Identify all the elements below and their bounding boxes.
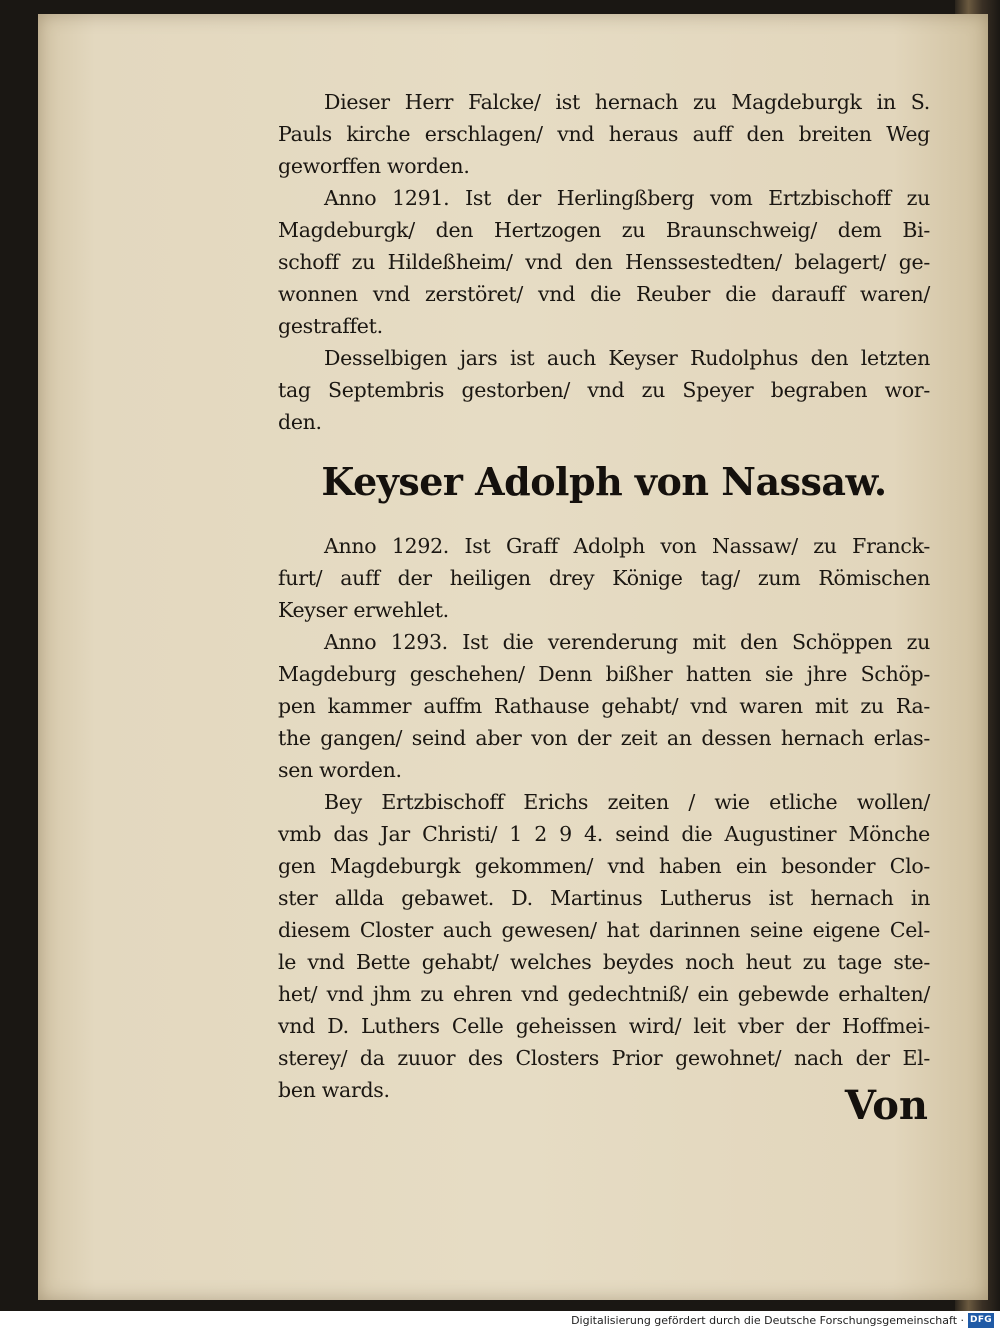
text-line: ben wards. bbox=[278, 1078, 390, 1102]
text-line: den. bbox=[278, 410, 322, 434]
paragraph bbox=[278, 626, 930, 786]
bottom-text-block bbox=[278, 530, 930, 1106]
text-line: sterey/ da zuuor des Closters Prior gewohnet/ nach der El- bbox=[278, 1046, 930, 1070]
top-text-block bbox=[278, 86, 930, 438]
footer-credit: Digitalisierung gefördert durch die Deutsche Forschungsgemeinschaft · bbox=[571, 1314, 964, 1327]
text-line: ster allda gebawet. D. Martinus Lutherus ist hernach in bbox=[278, 886, 930, 910]
text-line: diesem Closter auch gewesen/ hat darinnen seine eigene Cel- bbox=[278, 918, 930, 942]
paragraph bbox=[278, 530, 930, 626]
text-line: Anno 1291. Ist der Herlingßberg vom Ertzbischoff zu bbox=[324, 186, 930, 210]
text-line: the gangen/ seind aber von der zeit an dessen hernach erlas- bbox=[278, 726, 930, 750]
text-line: wonnen vnd zerstöret/ vnd die Reuber die darauff waren/ bbox=[278, 282, 930, 306]
show-through-mark bbox=[540, 1130, 720, 1170]
text-line: Bey Ertzbischoff Erichs zeiten / wie etliche wollen/ bbox=[324, 790, 930, 814]
text-line: Keyser erwehlet. bbox=[278, 598, 449, 622]
text-line: vmb das Jar Christi/ 1 2 9 4. seind die Augustiner Mönche bbox=[278, 822, 930, 846]
text-line: tag Septembris gestorben/ vnd zu Speyer begraben wor- bbox=[278, 378, 930, 402]
text-line: Anno 1293. Ist die verenderung mit den Schöppen zu bbox=[324, 630, 930, 654]
text-line: Magdeburgk/ den Hertzogen zu Braunschweig/ dem Bi- bbox=[278, 218, 930, 242]
text-line: vnd D. Luthers Celle geheissen wird/ leit vber der Hoffmei- bbox=[278, 1014, 930, 1038]
text-line: Magdeburg geschehen/ Denn bißher hatten sie jhre Schöp- bbox=[278, 662, 930, 686]
section-heading: Keyser Adolph von Nassaw. bbox=[321, 459, 887, 504]
text-line: Desselbigen jars ist auch Keyser Rudolphus den letzten bbox=[324, 346, 930, 370]
paragraph bbox=[278, 342, 930, 438]
text-line: schoff zu Hildeßheim/ vnd den Henssestedten/ belagert/ ge- bbox=[278, 250, 930, 274]
text-line: Dieser Herr Falcke/ ist hernach zu Magdeburgk in S. bbox=[324, 90, 930, 114]
catchword: Von bbox=[844, 1082, 928, 1129]
text-line: furt/ auff der heiligen drey Könige tag/ zum Römischen bbox=[278, 566, 930, 590]
text-line: le vnd Bette gehabt/ welches beydes noch heut zu tage ste- bbox=[278, 950, 930, 974]
text-line: pen kammer auffm Rathause gehabt/ vnd waren mit zu Ra- bbox=[278, 694, 930, 718]
text-line: sen worden. bbox=[278, 758, 402, 782]
text-line: geworffen worden. bbox=[278, 154, 470, 178]
paragraph bbox=[278, 786, 930, 1106]
text-line: Pauls kirche erschlagen/ vnd heraus auff den breiten Weg bbox=[278, 122, 930, 146]
paragraph bbox=[278, 86, 930, 182]
dfg-logo: DFG bbox=[968, 1313, 994, 1328]
text-line: gen Magdeburgk gekommen/ vnd haben ein besonder Clo- bbox=[278, 854, 930, 878]
text-line: Anno 1292. Ist Graff Adolph von Nassaw/ zu Franck- bbox=[324, 534, 930, 558]
text-line: gestraffet. bbox=[278, 314, 383, 338]
paragraph bbox=[278, 182, 930, 342]
text-line: het/ vnd jhm zu ehren vnd gedechtniß/ ein gebewde erhalten/ bbox=[278, 982, 930, 1006]
